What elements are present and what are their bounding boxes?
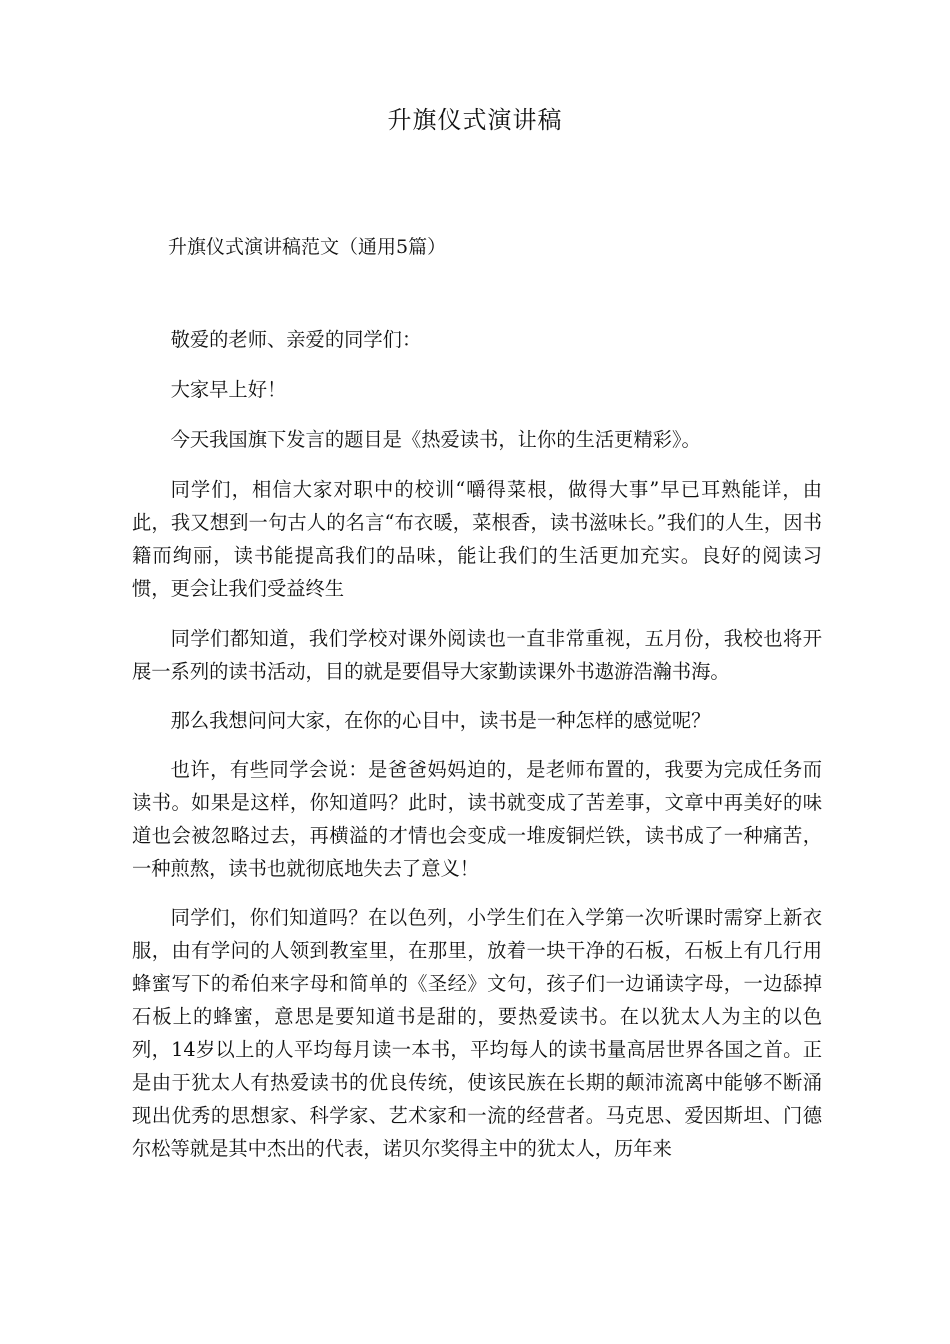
document-title: 升旗仪式演讲稿 [387, 106, 563, 134]
paragraph-greeting: 大家早上好！ [170, 378, 287, 401]
document-body [132, 323, 822, 1181]
paragraph-forced-reading: 也许，有些同学会说：是爸爸妈妈迫的，是老师布置的，我要为完成任务而读书。如果是这样，你知道吗？此时，读书就变成了苦差事，文章中再美好的味道也会被忽略过去，再横溢的才情也会变成一堆废铜烂铁，读书成了一种痛苦，一种煎熬，读书也就彻底地失去了意义！ [132, 758, 822, 880]
paragraph-question: 那么我想问问大家，在你的心目中，读书是一种怎样的感觉呢？ [170, 709, 711, 732]
document-subtitle: 升旗仪式演讲稿范文（通用5篇） [168, 236, 447, 258]
paragraph-israel-example: 同学们，你们知道吗？在以色列，小学生们在入学第一次听课时需穿上新衣服，由有学问的人领到教室里，在那里，放着一块干净的石板，石板上有几行用蜂蜜写下的希伯来字母和简单的《圣经》文句，孩子们一边诵读字母，一边舔掉石板上的蜂蜜，意思是要知道书是甜的，要热爱读书。在以犹太人为主的以色列，14岁以上的人平均每月读一本书，平均每人的读书量高居世界各国之首。正是由于犹太人有热爱读书的优良传统，使该民族在长期的颠沛流离中能够不断涌现出优秀的思想家、科学家、艺术家和一流的经营者。马克思、爱因斯坦、门德尔松等就是其中杰出的代表，诺贝尔奖得主中的犹太人，历年来 [132, 906, 822, 1160]
paragraph-salutation: 敬爱的老师、亲爱的同学们： [170, 328, 422, 351]
paragraph-reading-activities: 同学们都知道，我们学校对课外阅读也一直非常重视，五月份，我校也将开展一系列的读书活动，目的就是要倡导大家勤读课外书遨游浩瀚书海。 [132, 627, 822, 683]
paragraph-topic: 今天我国旗下发言的题目是《热爱读书，让你的生活更精彩》。 [170, 428, 701, 451]
paragraph-school-motto: 同学们，相信大家对职中的校训“嚼得菜根，做得大事”早已耳熟能详，由此，我又想到一句古人的名言“布衣暖，菜根香，读书滋味长。”我们的人生，因书籍而绚丽，读书能提高我们的品味，能让我们的生活更加充实。良好的阅读习惯，更会让我们受益终生 [132, 478, 822, 600]
